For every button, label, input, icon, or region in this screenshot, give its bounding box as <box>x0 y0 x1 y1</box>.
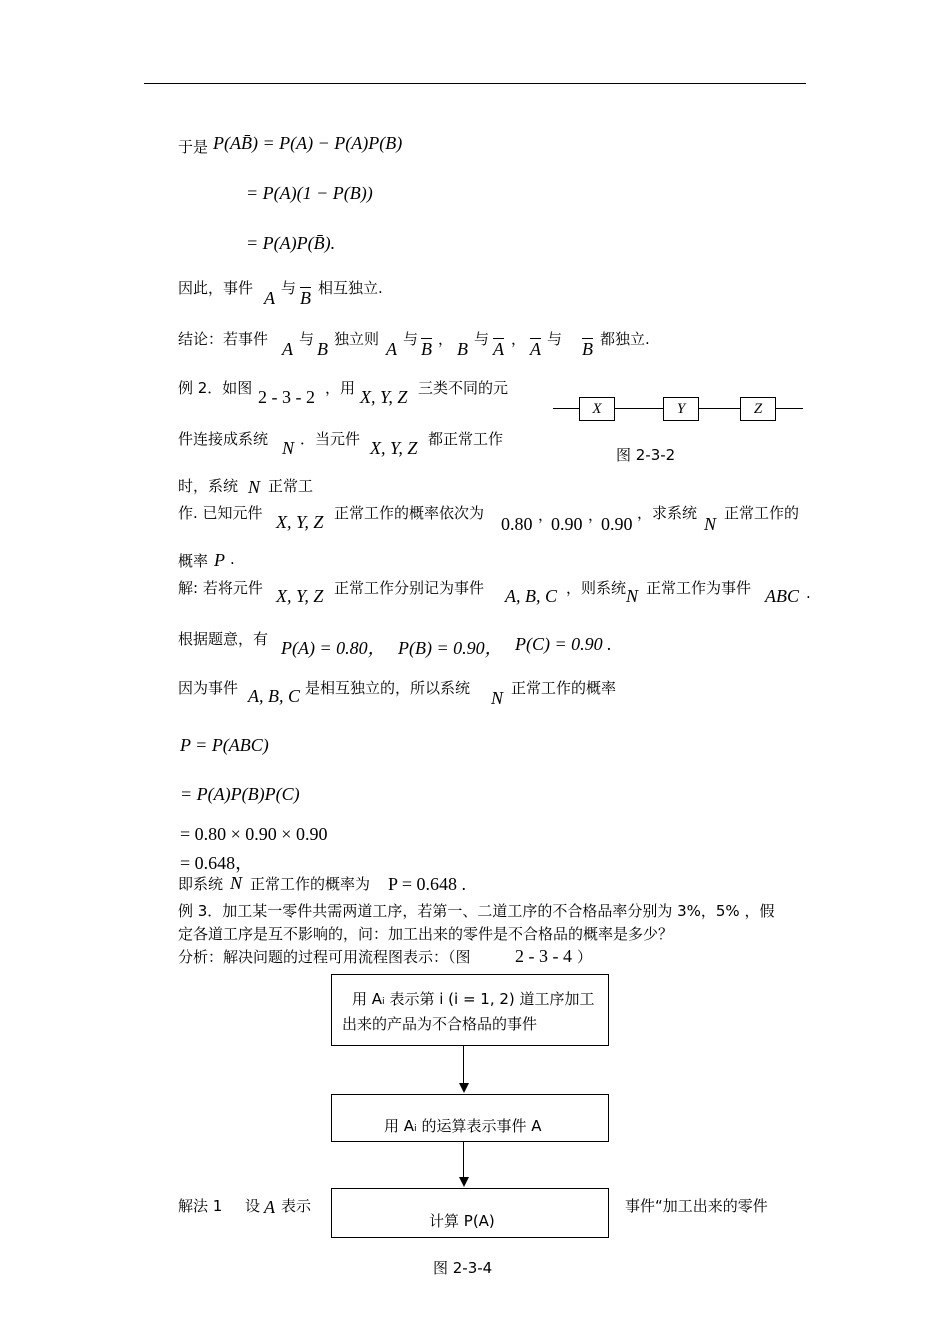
flow-box-3-text: 计算 P(A) <box>429 1212 495 1230</box>
text-sol-k: 正常工作的概率为 <box>250 875 371 893</box>
var-a: A <box>282 339 293 359</box>
flow-arrow-2 <box>463 1141 464 1177</box>
var-abc: ABC <box>765 586 799 606</box>
equation-pa: P(A) = 0.80， <box>281 638 386 658</box>
var-a: A <box>264 1197 275 1217</box>
var-n: N <box>626 586 639 606</box>
text-l4-b: 与 <box>281 279 297 297</box>
var-abc: A, B, C <box>505 586 557 606</box>
figure-ref: 2 - 3 - 2 <box>258 387 315 407</box>
flow-arrow-1 <box>463 1045 464 1083</box>
var-xyz: X, Y, Z <box>276 586 324 606</box>
text-sol-f: 根据题意，有 <box>178 630 269 648</box>
var-p: P <box>214 550 225 570</box>
flow-box-1-line-2: 出来的产品为不合格品的事件 <box>342 1015 538 1033</box>
text-sol-b: 正常工作分别记为事件 <box>334 579 485 597</box>
equation-b: = P(A)P(B)P(C) <box>180 784 300 804</box>
text-ex2-f: 都正常工作 <box>428 430 504 448</box>
prob-y: 0.90 <box>551 514 583 534</box>
text-ex3-line2: 定各道工序是互不影响的，问：加工出来的零件是不合格品的概率是多少？ <box>178 925 674 943</box>
text-ex3-line3a: 分析：解决问题的过程可用流程图表示：（图 <box>178 948 471 966</box>
var-xyz: X, Y, Z <box>276 512 324 532</box>
equation-result: P = 0.648 . <box>388 874 466 894</box>
var-b: B <box>317 339 328 359</box>
text-last-b: 设 <box>245 1197 261 1215</box>
equation-2: = P(A)(1 − P(B)) <box>246 183 373 203</box>
var-xyz: X, Y, Z <box>360 387 408 407</box>
var-n: N <box>230 873 243 893</box>
text-l5-a: 结论：若事件 <box>178 330 269 348</box>
equation-a: P = P(ABC) <box>180 735 269 755</box>
figure-caption: 图 2-3-4 <box>433 1259 493 1277</box>
component-y-box: Y <box>663 397 699 421</box>
text-ex2-e: ．当元件 <box>300 430 361 448</box>
text-ex2-m: 概率 <box>178 552 209 570</box>
var-n: N <box>491 688 504 708</box>
text-sol-c: ，则系统 <box>566 579 627 597</box>
equation-3: = P(A)P(B̄). <box>246 233 336 253</box>
text-ex2-b: ，用 <box>325 379 356 397</box>
var-a-bar: $\overline{A}$ <box>493 339 504 359</box>
var-xyz: X, Y, Z <box>370 438 418 458</box>
text-ex2-g: 时，系统 <box>178 477 239 495</box>
text-sol-h: 是相互独立的，所以系统 <box>305 679 471 697</box>
text-last-d: 事件“加工出来的零件 <box>625 1197 768 1215</box>
arrow-down-icon <box>459 1177 469 1187</box>
sep: ， <box>588 506 604 524</box>
text-sol-g: 因为事件 <box>178 679 239 697</box>
var-n: N <box>248 477 261 497</box>
header-rule <box>144 83 806 84</box>
text-l5-i: 都独立. <box>600 330 650 348</box>
text-ex2-l: 正常工作的 <box>724 504 800 522</box>
component-z-box: Z <box>740 397 776 421</box>
var-n: N <box>704 514 717 534</box>
var-a: A <box>386 339 397 359</box>
var-b: B <box>457 339 468 359</box>
text-l5-c: 独立则 <box>334 330 380 348</box>
var-n: N <box>282 438 295 458</box>
text-sol-e: . <box>806 584 811 602</box>
text-ex2-d: 件连接成系统 <box>178 430 269 448</box>
sep: ， <box>538 506 554 524</box>
var-b-bar: $\overline{B}$ <box>300 288 311 308</box>
equation-c: = 0.80 × 0.90 × 0.90 <box>180 824 328 844</box>
text-l5-g: ， <box>511 330 527 348</box>
text-last-a: 解法 1 <box>178 1197 223 1215</box>
figure-ref: 2 - 3 - 4 <box>515 946 572 966</box>
equation-pc: P(C) = 0.90 . <box>515 634 612 654</box>
text-l4-c: 相互独立. <box>318 279 383 297</box>
arrow-down-icon <box>459 1083 469 1093</box>
var-a-bar: $\overline{A}$ <box>530 339 541 359</box>
equation-pb: P(B) = 0.90， <box>398 638 503 658</box>
text-therefore-prefix: 于是 <box>178 138 209 156</box>
text-l5-h: 与 <box>547 330 563 348</box>
text-ex2-i: 作. 已知元件 <box>178 504 263 522</box>
var-a: A <box>264 288 275 308</box>
text-ex2-h: 正常工 <box>268 477 314 495</box>
text-sol-d: 正常工作为事件 <box>646 579 752 597</box>
text-ex2-j: 正常工作的概率依次为 <box>334 504 485 522</box>
var-b-bar: $\overline{B}$ <box>582 339 593 359</box>
text-l4-a: 因此，事件 <box>178 279 254 297</box>
prob-x: 0.80 <box>501 514 533 534</box>
text-ex2-c: 三类不同的元 <box>418 379 509 397</box>
var-b-bar: $\overline{B}$ <box>421 339 432 359</box>
text-last-c: 表示 <box>281 1197 312 1215</box>
text-ex2-k: ，求系统 <box>637 504 698 522</box>
equation-d: = 0.648， <box>180 853 254 873</box>
text-ex2-a: 例 2．如图 <box>178 379 253 397</box>
flow-box-define-events <box>331 974 609 1046</box>
var-abc: A, B, C <box>248 686 300 706</box>
text-l5-e: ， <box>438 330 454 348</box>
text-sol-a: 解: 若将元件 <box>178 579 263 597</box>
text-l5-f: 与 <box>474 330 490 348</box>
figure-caption: 图 2-3-2 <box>616 446 676 464</box>
text-ex2-n: . <box>230 550 235 568</box>
component-x-box: X <box>579 397 615 421</box>
text-l5-d: 与 <box>403 330 419 348</box>
text-l5-b: 与 <box>299 330 315 348</box>
flow-box-1-line-1: 用 Aᵢ 表示第 i (i = 1, 2) 道工序加工 <box>352 990 595 1008</box>
text-ex3-line1: 例 3．加工某一零件共需两道工序，若第一、二道工序的不合格品率分别为 3%，5% ，假 <box>178 902 775 920</box>
flow-box-compute <box>331 1188 609 1238</box>
equation-1: P(AB̄) = P(A) − P(A)P(B) <box>213 133 403 153</box>
prob-z: 0.90 <box>601 514 633 534</box>
text-sol-j: 即系统 <box>178 875 224 893</box>
text-sol-i: 正常工作的概率 <box>511 679 617 697</box>
flow-box-2-text: 用 Aᵢ 的运算表示事件 A <box>384 1117 542 1135</box>
text-ex3-line3b: ） <box>577 948 593 966</box>
flow-box-express-event <box>331 1094 609 1142</box>
